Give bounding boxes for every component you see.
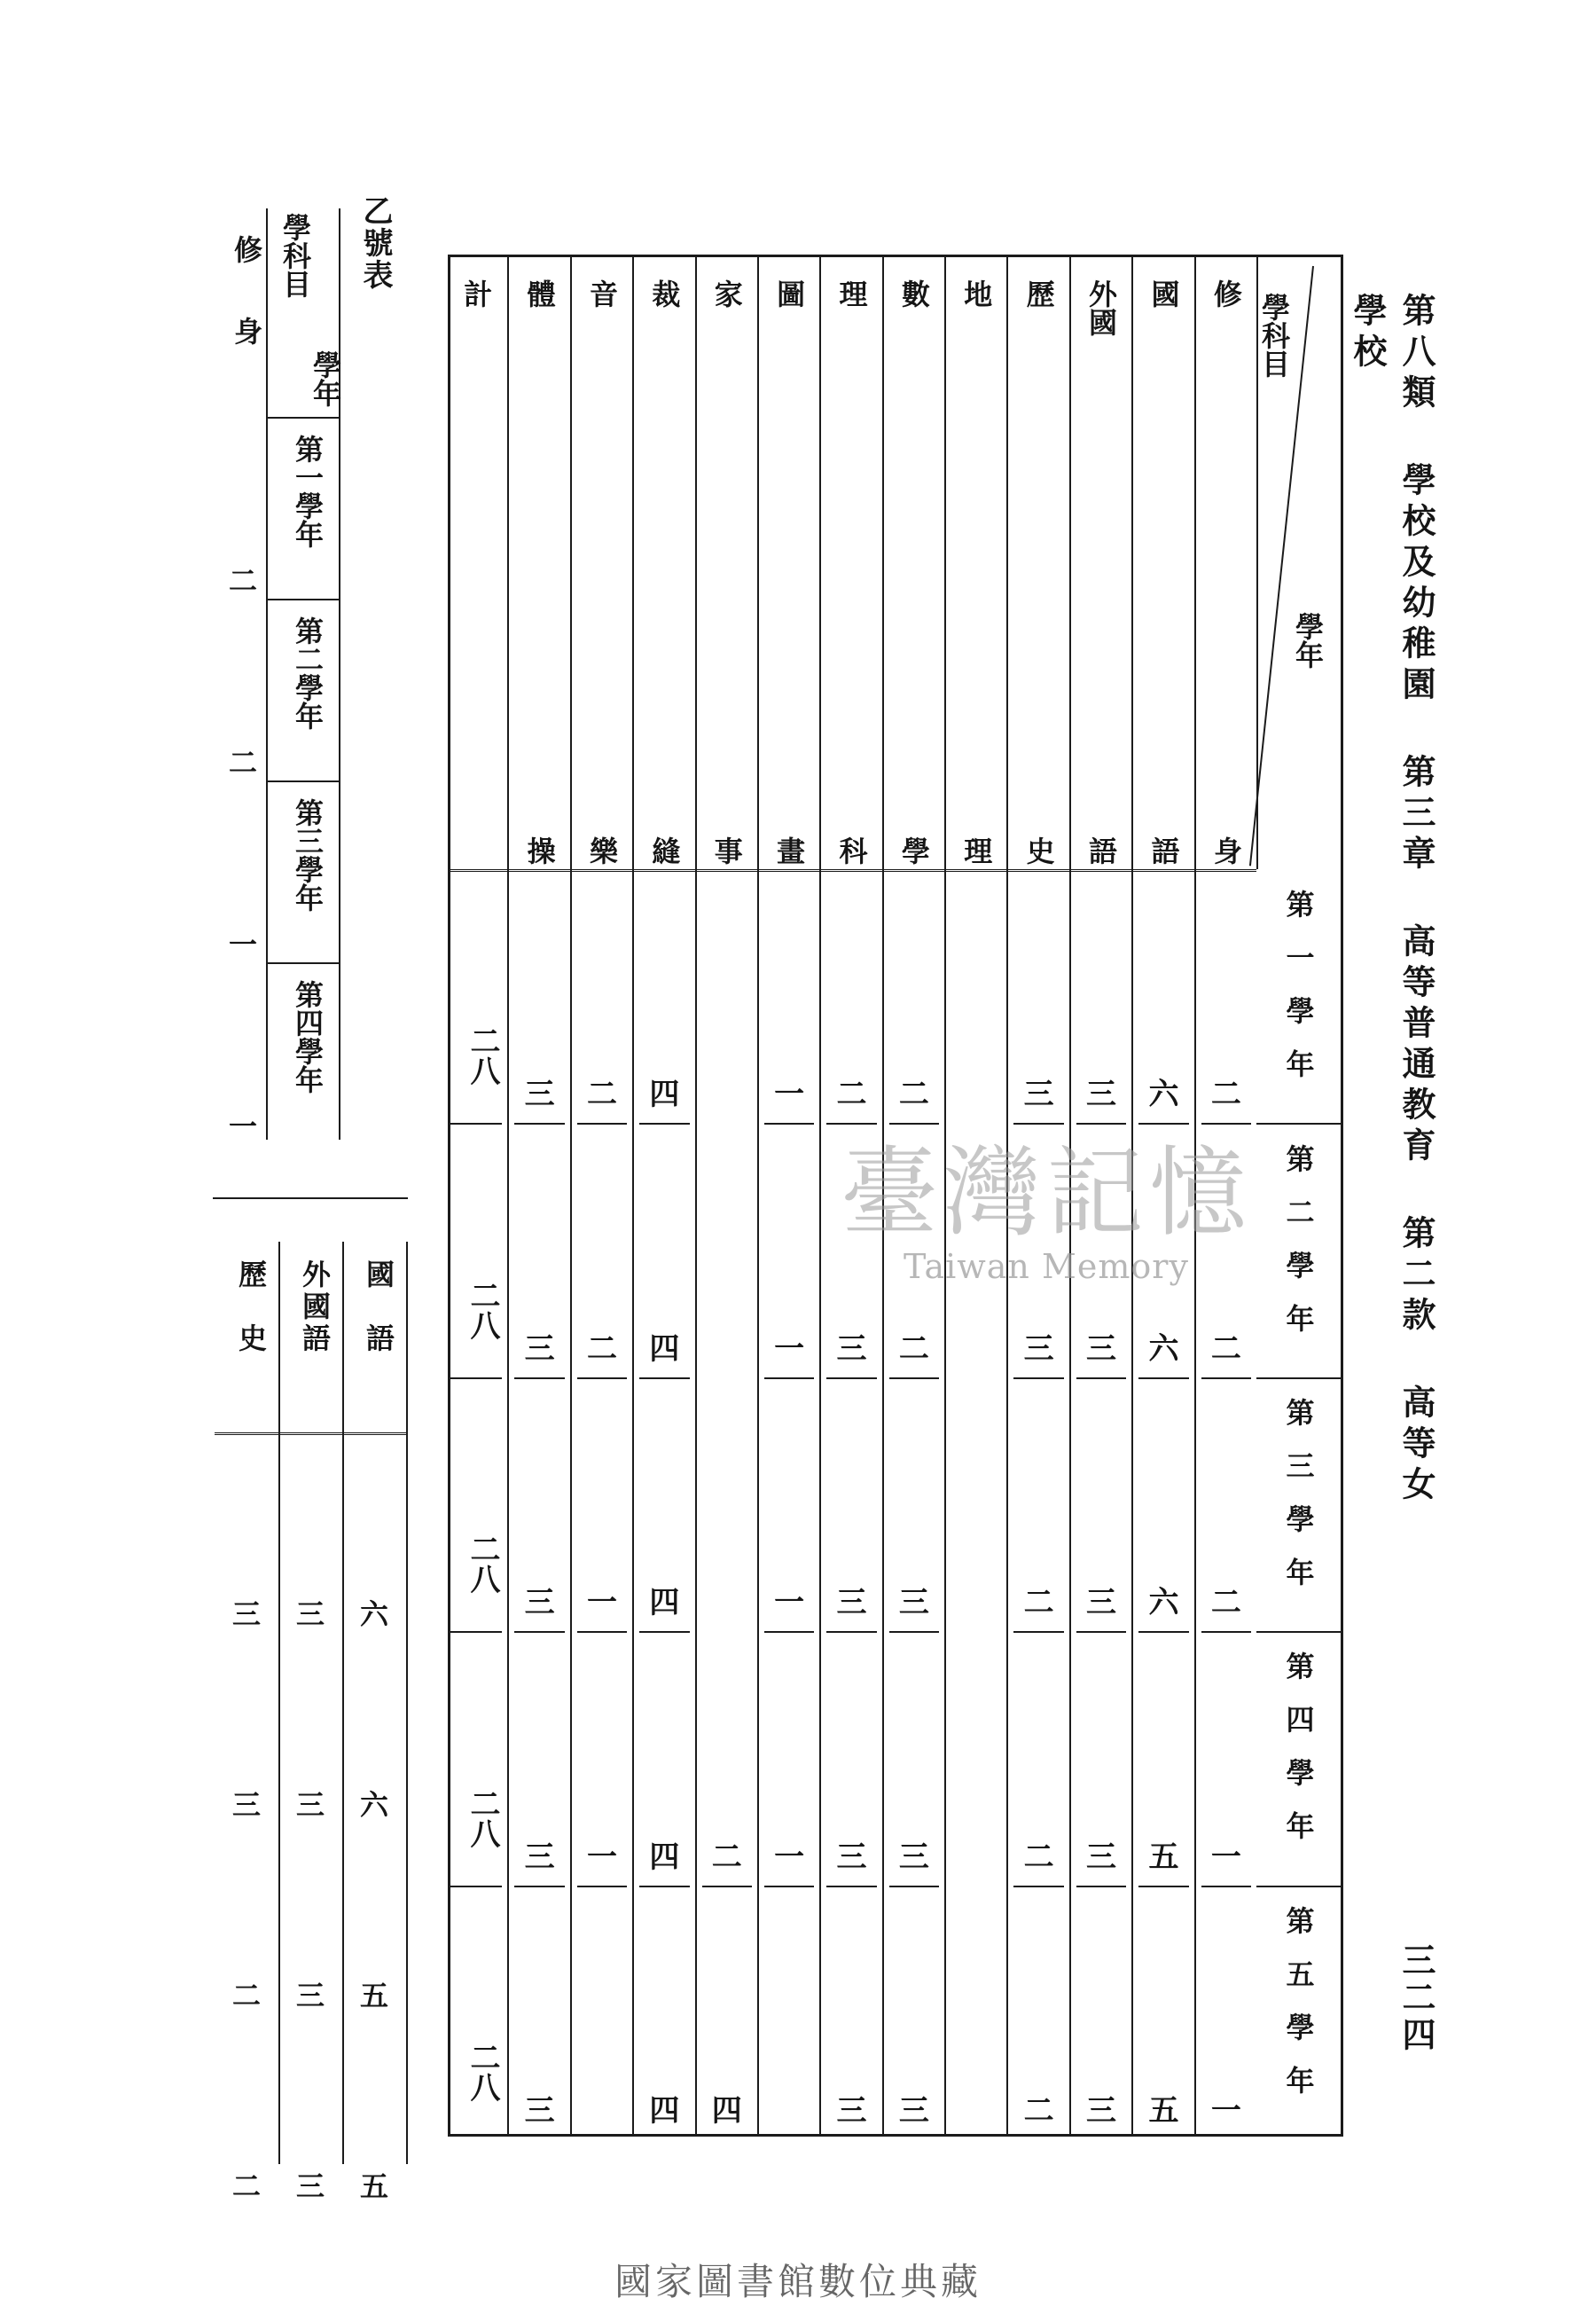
row-divider [639, 1123, 689, 1125]
hours-cell: 一 [774, 1839, 805, 1875]
small-header-separator [278, 1432, 342, 1435]
row-divider [514, 1377, 564, 1379]
subject-name-bottom: 樂 [584, 836, 619, 865]
year-header: 第二學年 [1281, 1143, 1316, 1357]
small-row-divider [268, 780, 339, 782]
hours-cell: 四 [649, 1839, 680, 1875]
hours-cell: 二 [586, 1077, 617, 1113]
row-divider [889, 1377, 939, 1379]
running-head: 第八類 學校及幼稚園 第三章 高等普通教育 第二款 高等女學校 [1348, 293, 1436, 1507]
row-divider [1076, 1377, 1126, 1379]
subject-header [697, 279, 757, 865]
hours-cell: 二 [1210, 1330, 1241, 1367]
row-divider [450, 1631, 502, 1633]
row-divider [639, 1377, 689, 1379]
row-divider [450, 1886, 502, 1887]
subject-header [445, 279, 507, 865]
row-divider [577, 1377, 627, 1379]
hours-cell: 一 [1210, 1839, 1241, 1875]
small-header-separator [215, 1432, 278, 1435]
hours-cell: 二 [1210, 1585, 1241, 1621]
small-hours-cell: 二 [232, 1979, 262, 2012]
hours-cell: 二 [1023, 1839, 1054, 1875]
row-divider [577, 1123, 627, 1125]
subject-name-bottom: 身 [1209, 836, 1243, 865]
subject-column [632, 257, 694, 2134]
hours-cell: 三 [836, 1330, 867, 1367]
hours-cell: 二八 [465, 1279, 501, 1340]
subject-name-top: 音 [584, 279, 619, 308]
row-divider [514, 1631, 564, 1633]
row-divider [450, 1123, 502, 1125]
row-divider [1138, 1377, 1188, 1379]
subject-name-top: 國 [1146, 279, 1181, 308]
small-row-divider [268, 599, 339, 600]
row-divider [514, 1123, 564, 1125]
subject-name-bottom: 語 [1146, 836, 1181, 865]
subject-header [1071, 279, 1131, 865]
row-divider [1013, 1123, 1063, 1125]
watermark-cn: 臺灣記憶 [841, 1136, 1252, 1250]
hours-cell: 三 [524, 1077, 555, 1113]
subject-column [695, 257, 757, 2134]
small-hours-cell: 一 [229, 1110, 258, 1143]
hours-cell: 一 [774, 1330, 805, 1367]
corner-year-label: 學年 [1291, 612, 1325, 669]
hours-cell: 二 [711, 1839, 742, 1875]
subject-header [634, 279, 694, 865]
small-hours-cell: 六 [360, 1597, 389, 1631]
year-row-divider [1256, 1123, 1341, 1125]
subject-column [507, 257, 569, 2134]
hours-cell: 二八 [465, 1025, 501, 1086]
hours-cell: 四 [649, 1077, 680, 1113]
small-hours-cell: 一 [229, 928, 258, 961]
subject-header [1133, 279, 1193, 865]
small-hours-cell: 二 [229, 746, 258, 780]
hours-cell: 四 [649, 1330, 680, 1367]
subject-header [759, 279, 819, 865]
hours-cell: 二 [1023, 2093, 1054, 2129]
watermark [798, 1136, 1295, 1286]
subject-name-top: 裁 [647, 279, 682, 308]
hours-cell: 三 [524, 2093, 555, 2129]
small-row-divider [268, 962, 339, 964]
small-year-header: 第四學年 [291, 980, 325, 1094]
hours-cell: 二 [898, 1077, 929, 1113]
subject-name-top: 理 [834, 279, 869, 308]
small-year-header: 第三學年 [291, 798, 325, 912]
hours-cell: 三 [524, 1585, 555, 1621]
subject-name-bottom: 學 [896, 836, 931, 865]
year-row-divider [1256, 1631, 1341, 1633]
hours-cell: 四 [649, 1585, 680, 1621]
hours-cell: 二 [836, 1077, 867, 1113]
year-row-divider [1256, 1886, 1341, 1887]
subject-name-top: 體 [522, 279, 557, 308]
row-divider [450, 1377, 502, 1379]
row-divider [1013, 1377, 1063, 1379]
subject-name-bottom: 縫 [647, 836, 682, 865]
row-divider [764, 1123, 814, 1125]
row-divider [764, 1631, 814, 1633]
small-hours-cell: 二 [232, 2169, 262, 2203]
hours-cell: 一 [1210, 2093, 1241, 2129]
hours-cell: 三 [1086, 1585, 1117, 1621]
row-divider [1076, 1886, 1126, 1887]
small-hours-cell: 三 [296, 2169, 325, 2203]
year-header: 第五學年 [1281, 1905, 1316, 2119]
small-row-label: 外國語 [298, 1259, 332, 1355]
subject-header [946, 279, 1006, 865]
small-subject-column [278, 1242, 344, 2203]
row-divider [764, 1377, 814, 1379]
row-divider [1076, 1123, 1126, 1125]
hours-cell: 一 [774, 1585, 805, 1621]
row-divider [514, 1886, 564, 1887]
hours-cell: 六 [1148, 1077, 1179, 1113]
small-year-header-column [266, 208, 340, 1140]
small-hours-cell: 六 [360, 1788, 389, 1822]
small-hours-cell: 五 [360, 1979, 389, 2012]
corner-subject-label: 學科目 [1257, 293, 1291, 378]
row-divider [764, 1886, 814, 1887]
row-divider [1201, 1631, 1251, 1633]
subject-header [884, 279, 944, 865]
row-divider [639, 1631, 689, 1633]
hours-cell: 三 [1086, 1839, 1117, 1875]
hours-cell: 二八 [465, 1787, 501, 1848]
row-divider [1076, 1631, 1126, 1633]
row-divider [826, 1377, 876, 1379]
small-year-header: 第二學年 [291, 616, 325, 730]
year-header: 第四學年 [1281, 1651, 1316, 1865]
hours-cell: 二 [1023, 1585, 1054, 1621]
small-table-top-rule [213, 1197, 408, 1199]
hours-cell: 三 [1023, 1077, 1054, 1113]
subject-name-bottom: 史 [1021, 836, 1056, 865]
small-subject-column [215, 1242, 280, 2203]
subject-name-bottom: 科 [834, 836, 869, 865]
row-divider [889, 1886, 939, 1887]
row-divider [702, 1886, 752, 1887]
hours-cell: 二 [898, 1330, 929, 1367]
subject-name-bottom: 事 [709, 836, 744, 865]
subject-name-bottom: 理 [959, 836, 994, 865]
subject-column [445, 257, 507, 2134]
small-hours-cell: 三 [296, 1788, 325, 1822]
small-table-part2 [213, 1242, 408, 2203]
table-title: 乙號表 [357, 195, 393, 291]
hours-cell: 二八 [465, 2042, 501, 2102]
hours-cell: 三 [1086, 1077, 1117, 1113]
small-row-divider [268, 417, 339, 419]
subject-name-top: 歷 [1021, 279, 1056, 308]
row-divider [826, 1123, 876, 1125]
hours-cell: 三 [1086, 2093, 1117, 2129]
small-row-label: 修身 [230, 235, 263, 398]
footer-credit: 國家圖書館數位典藏 [614, 2260, 982, 2303]
small-table-part1 [213, 208, 346, 1143]
row-divider [1138, 1631, 1188, 1633]
hours-cell: 三 [898, 1585, 929, 1621]
hours-cell: 三 [898, 1839, 929, 1875]
hours-cell: 四 [649, 2093, 680, 2129]
page-number: 三二四 [1396, 1942, 1436, 2054]
year-row-divider [1256, 1377, 1341, 1379]
row-divider [826, 1886, 876, 1887]
hours-cell: 四 [711, 2093, 742, 2129]
row-divider [826, 1631, 876, 1633]
subject-name-top: 地 [959, 279, 994, 308]
small-header-separator [342, 1432, 406, 1435]
small-corner-subject: 學科目 [278, 213, 312, 298]
hours-cell: 六 [1148, 1585, 1179, 1621]
small-hours-cell: 三 [232, 1597, 262, 1631]
subject-name-top: 圖 [772, 279, 807, 308]
subject-header [821, 279, 881, 865]
small-hours-cell: 二 [229, 564, 258, 598]
hours-cell: 三 [1086, 1330, 1117, 1367]
row-divider [1201, 1123, 1251, 1125]
small-hours-cell: 三 [296, 1979, 325, 2012]
hours-cell: 一 [586, 1585, 617, 1621]
hours-cell: 三 [836, 1585, 867, 1621]
watermark-en: Taiwan Memory [904, 1247, 1189, 1286]
hours-cell: 六 [1148, 1330, 1179, 1367]
row-divider [1138, 1123, 1188, 1125]
year-header: 第三學年 [1281, 1397, 1316, 1611]
hours-cell: 五 [1148, 1839, 1179, 1875]
year-header: 第一學年 [1281, 890, 1316, 1103]
small-corner-year: 學年 [309, 350, 342, 407]
hours-cell: 一 [586, 1839, 617, 1875]
table-corner-header [1256, 257, 1341, 869]
subject-name-top: 修 [1209, 279, 1243, 308]
subject-name-bottom: 語 [1084, 836, 1119, 865]
small-year-header: 第一學年 [291, 435, 325, 548]
hours-cell: 三 [836, 2093, 867, 2129]
subject-header [1196, 279, 1256, 865]
small-row-label: 歷史 [234, 1259, 268, 1387]
row-divider [577, 1631, 627, 1633]
subject-name-bottom: 操 [522, 836, 557, 865]
small-hours-cell: 三 [232, 1788, 262, 1822]
hours-cell: 三 [524, 1839, 555, 1875]
small-row-label: 國語 [362, 1259, 395, 1387]
subject-name-top: 外國 [1084, 279, 1119, 336]
hours-cell: 二 [586, 1330, 617, 1367]
row-divider [577, 1886, 627, 1887]
hours-cell: 三 [898, 2093, 929, 2129]
hours-cell: 三 [524, 1330, 555, 1367]
small-hours-cell: 五 [360, 2169, 389, 2203]
subject-header [572, 279, 632, 865]
subject-name-top: 數 [896, 279, 931, 308]
subject-name-top: 家 [709, 279, 744, 308]
row-divider [889, 1631, 939, 1633]
row-divider [1201, 1377, 1251, 1379]
row-divider [1013, 1631, 1063, 1633]
row-divider [889, 1123, 939, 1125]
subject-header [1008, 279, 1068, 865]
subject-header [509, 279, 569, 865]
hours-cell: 三 [1023, 1330, 1054, 1367]
hours-cell: 五 [1148, 2093, 1179, 2129]
hours-cell: 一 [774, 1077, 805, 1113]
row-divider [1013, 1886, 1063, 1887]
row-divider [1138, 1886, 1188, 1887]
small-hours-cell: 三 [296, 1597, 325, 1631]
row-divider [639, 1886, 689, 1887]
hours-cell: 三 [836, 1839, 867, 1875]
subject-name-top: 計 [459, 279, 494, 308]
hours-cell: 二八 [465, 1533, 501, 1595]
subject-column [570, 257, 632, 2134]
small-subject-column [342, 1242, 408, 2203]
row-divider [1201, 1886, 1251, 1887]
hours-cell: 二 [1210, 1077, 1241, 1113]
subject-name-bottom: 畫 [772, 836, 807, 865]
